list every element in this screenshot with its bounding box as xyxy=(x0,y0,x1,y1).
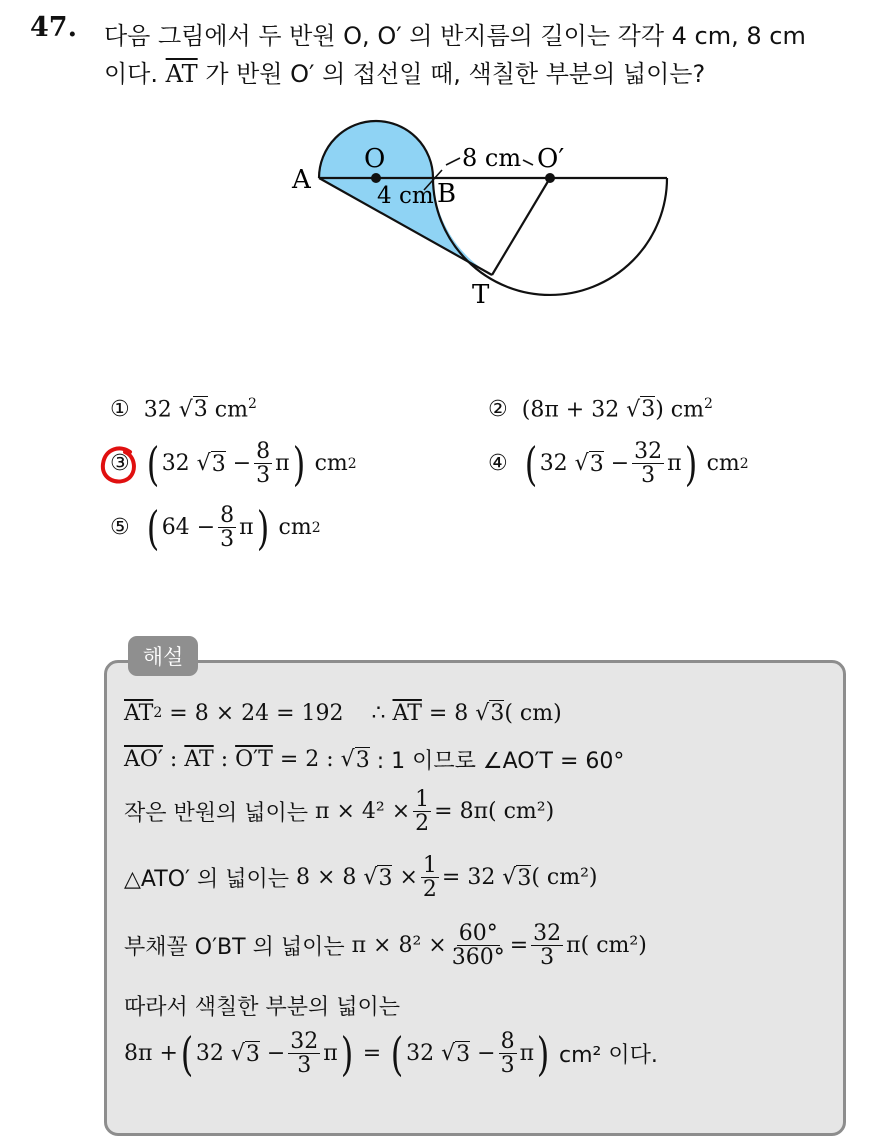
solution-tag: 해설 xyxy=(128,636,198,676)
choice-2-text: (8π + 32 √3) $cm^2$ xyxy=(521,396,713,423)
choice-1[interactable] xyxy=(110,396,257,422)
choice-5-number: ⑤ xyxy=(110,515,130,541)
choice-2-number: ② xyxy=(488,396,508,422)
question-line-2-prefix: 이다. xyxy=(104,60,158,88)
choice-3-number: ③ xyxy=(110,451,130,477)
question-line-2-suffix: 가 반원 O′ 의 접선일 때, 색칠한 부분의 넓이는? xyxy=(205,60,706,88)
answer-mark xyxy=(99,444,139,488)
solution-line-3: 작은 반원의 넓이는 π × 4² × $\frac{1}{2}$ = 8π( cm²) xyxy=(124,787,555,837)
choice-4[interactable] xyxy=(488,436,749,491)
choice-5-text: ( 64 − $\frac{8}{3}$ π ) cm 2 xyxy=(146,500,321,555)
solution-line-1: $\overline{AT}$ 2 = 8 × 24 = 192 ∴ $\overline{AT}$ = 8 √ 3 ( cm) xyxy=(124,700,562,726)
choice-3[interactable] xyxy=(110,436,357,491)
choice-5[interactable] xyxy=(110,500,321,555)
label-O: O xyxy=(364,144,386,174)
question-number: 47. xyxy=(30,12,77,43)
solution-line-7: 8π + ( 32 √ 3 − $\frac{32}{3}$ π ) = ( 32 √ 3 − $\frac{8}{3}$ π ) cm² 이다. xyxy=(124,1026,658,1081)
choice-1-text: 32 √3 $cm^2$ xyxy=(143,396,257,423)
solution-line-4: △ATO′ 의 넓이는 8 × 8 √ 3 × $\frac{1}{2}$ = 32 √ 3 ( cm²) xyxy=(124,853,598,903)
geometry-figure xyxy=(0,0,884,340)
segment-AT: $\overline{AT}$ xyxy=(165,60,198,88)
question-line-1: 다음 그림에서 두 반원 O, O′ 의 반지름의 길이는 각각 4 cm, 8 cm xyxy=(104,22,806,50)
center-O-prime xyxy=(545,173,555,183)
choice-3-text: ( 32 √ 3 − $\frac{8}{3}$ π ) cm 2 xyxy=(146,436,357,491)
choice-2[interactable] xyxy=(488,396,713,422)
label-T: T xyxy=(472,280,490,310)
large-semicircle xyxy=(433,178,667,295)
label-O-prime: O′ xyxy=(537,144,565,174)
radius-O-prime-T xyxy=(492,178,550,275)
choice-1-number: ① xyxy=(110,396,130,422)
center-O xyxy=(371,173,381,183)
solution-line-2: AO′ : $\overline{AT}$ : O′T = 2 : √ 3 : 1 이므로 ∠AO′T = 60° xyxy=(124,747,625,774)
dimension-tick-right xyxy=(523,160,533,165)
choice-4-text: ( 32 √ 3 − $\frac{32}{3}$ π ) cm 2 xyxy=(524,436,749,491)
label-8cm: 8 cm xyxy=(462,144,522,172)
solution-line-5: 부채꼴 O′BT 의 넓이는 π × 8² × $\frac{60^\circ}{360^\circ}$ = $\frac{32}{3}$ π( cm²) xyxy=(124,921,647,971)
label-B: B xyxy=(437,179,457,209)
label-A: A xyxy=(292,165,311,195)
choice-4-number: ④ xyxy=(488,451,508,477)
solution-line-6: 따라서 색칠한 부분의 넓이는 xyxy=(124,995,401,1020)
label-4cm: 4 cm xyxy=(377,183,434,209)
dimension-tick-left xyxy=(446,158,460,165)
